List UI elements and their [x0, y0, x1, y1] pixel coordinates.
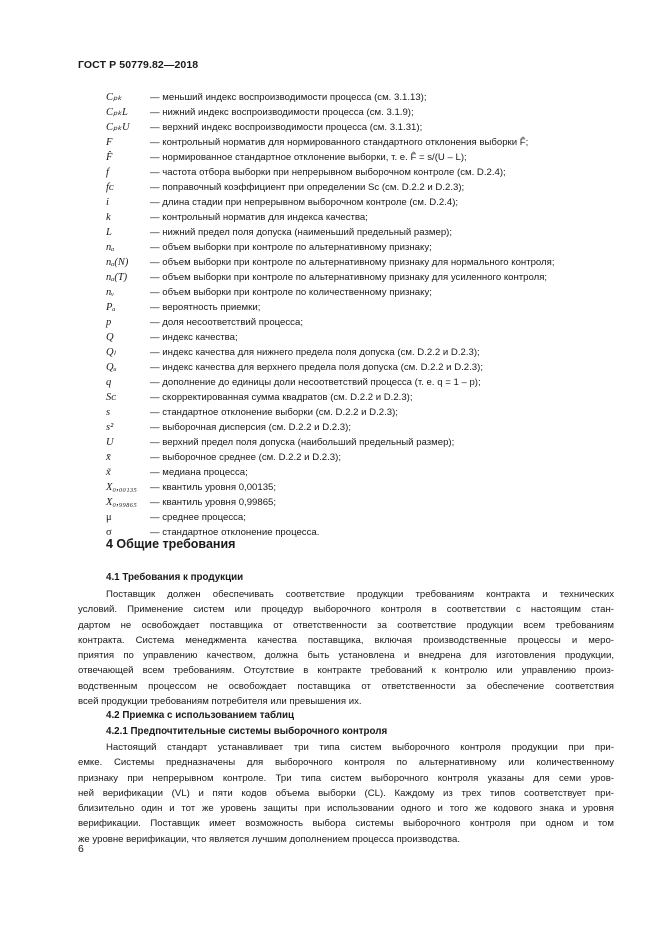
symbol-row — [106, 480, 626, 495]
document-header: ГОСТ Р 50779.82—2018 — [78, 59, 199, 71]
symbol-row — [106, 120, 626, 135]
paragraph-line: контракта. Система менеджмента качества поставщика, включая производственные процессы и меро- — [78, 634, 614, 646]
symbol-row — [106, 90, 626, 105]
symbol-definition: — квантиль уровня 0,00135; — [150, 482, 277, 493]
symbol-row — [106, 210, 626, 225]
section-4-title: 4 Общие требования — [106, 537, 236, 551]
symbol-definition: — объем выборки при контроле по альтернативному признаку; — [150, 242, 432, 253]
symbol-definition: — нижний индекс воспроизводимости процесса (см. 3.1.9); — [150, 107, 414, 118]
section-4-2-1-body — [78, 740, 614, 847]
symbol-row — [106, 390, 626, 405]
symbol-definition: — поправочный коэффициент при определении Sᴄ (см. D.2.2 и D.2.3); — [150, 182, 465, 193]
symbol: s² — [106, 422, 114, 433]
symbol: fᴄ — [106, 182, 114, 193]
symbol-definition: — контрольный норматив для нормированного стандартного отклонения выборки F̂; — [150, 137, 529, 148]
symbol: q — [106, 377, 112, 388]
symbol-row — [106, 345, 626, 360]
paragraph-line: дартом не освобождает поставщика от ответственности за соответствие продукции всем требованиям — [78, 619, 614, 631]
section-4-2-1-title: 4.2.1 Предпочтительные системы выборочного контроля — [106, 726, 388, 737]
symbol-row — [106, 510, 626, 525]
symbol-row — [106, 180, 626, 195]
symbol: X₀,₉₉₈₆₅ — [106, 497, 137, 508]
symbol: x̄ — [106, 452, 111, 463]
symbol: nₐ(T) — [106, 272, 128, 283]
section-4-2-title: 4.2 Приемка с использованием таблиц — [106, 710, 295, 721]
paragraph-line: отвечающей всем требованиям. Отсутствие в контракте требований к контролю или управлению произ- — [78, 665, 614, 677]
paragraph-line: емке. Системы предназначены для выборочного контроля по альтернативному или количественному — [78, 757, 614, 769]
paragraph-line: признаку при непрерывном контроле. Три типа систем выборочного контроля указаны для семи уров- — [78, 772, 614, 784]
symbol-row — [106, 105, 626, 120]
symbol-definition: — верхний предел поля допуска (наибольший предельный размер); — [150, 437, 455, 448]
symbol: F — [106, 137, 113, 148]
symbol-definition: — стандартное отклонение выборки (см. D.2.2 и D.2.3); — [150, 407, 398, 418]
symbol-definition: — объем выборки при контроле по количественному признаку; — [150, 287, 432, 298]
symbol: Sᴄ — [106, 392, 116, 403]
symbol-row — [106, 300, 626, 315]
symbol-definition: — выборочное среднее (см. D.2.2 и D.2.3); — [150, 452, 341, 463]
symbol-row — [106, 420, 626, 435]
symbol-definition: — объем выборки при контроле по альтернативному признаку для нормального контроля; — [150, 257, 555, 268]
paragraph-line: верификации. Поставщик имеет возможность выбора системы выборочного контроля при одном и том — [78, 818, 614, 830]
symbol: k — [106, 212, 111, 223]
paragraph-line: условий. Применение систем или процедур выборочного контроля в соответствии с настоящим стан- — [78, 604, 614, 616]
symbol-row — [106, 150, 626, 165]
paragraph-line: Поставщик должен обеспечивать соответствие продукции требованиям контракта и технических — [106, 589, 614, 600]
symbol: p — [106, 317, 112, 328]
paragraph-line: Настоящий стандарт устанавливает три типа систем выборочного контроля продукции при при- — [106, 742, 614, 753]
symbol: L — [106, 227, 112, 238]
symbol-definition: — верхний индекс воспроизводимости процесса (см. 3.1.31); — [150, 122, 423, 133]
symbols-list — [106, 90, 626, 540]
symbol-row — [106, 270, 626, 285]
symbol: CₚₖU — [106, 122, 130, 133]
symbol-definition: — индекс качества; — [150, 332, 238, 343]
symbol-row — [106, 135, 626, 150]
symbol-definition: — длина стадии при непрерывном выборочном контроле (см. D.2.4); — [150, 197, 459, 208]
symbol: U — [106, 437, 114, 448]
symbol-definition: — среднее процесса; — [150, 512, 246, 523]
page-number: 6 — [78, 843, 84, 855]
symbol-row — [106, 165, 626, 180]
symbol-definition: — индекс качества для нижнего предела поля допуска (см. D.2.2 и D.2.3); — [150, 347, 480, 358]
symbol: Qₗ — [106, 347, 116, 358]
symbol-row — [106, 465, 626, 480]
symbol-definition: — стандартное отклонение процесса. — [150, 527, 320, 538]
symbol-definition: — частота отбора выборки при непрерывном выборочном контроле (см. D.2.4); — [150, 167, 506, 178]
symbol: nₐ(N) — [106, 257, 129, 268]
symbol-row — [106, 285, 626, 300]
symbol: F̂ — [106, 152, 113, 163]
symbol: x̃ — [106, 467, 111, 478]
symbol-row — [106, 360, 626, 375]
symbol-row — [106, 195, 626, 210]
symbol: Qᵤ — [106, 362, 117, 373]
symbol: Q — [106, 332, 114, 343]
symbol: f — [106, 167, 109, 178]
symbol: σ — [106, 527, 112, 538]
symbol-row — [106, 315, 626, 330]
symbol-definition: — квантиль уровня 0,99865; — [150, 497, 277, 508]
symbol-row — [106, 255, 626, 270]
symbol-row — [106, 435, 626, 450]
symbol-row — [106, 495, 626, 510]
paragraph-line: всей продукции требованиям потребителя или превышения их. — [78, 696, 362, 708]
paragraph-line: водственным процессом не освобождает поставщика от ответственности за обеспечение соответствия — [78, 680, 614, 692]
symbol-definition: — нижний предел поля допуска (наименьший предельный размер); — [150, 227, 453, 238]
symbol: nₐ — [106, 242, 115, 253]
paragraph-line: близительно один и тот же уровень защиты при использовании одного и того же кодового знака и уровня — [78, 803, 614, 815]
paragraph-line: же уровне верификации, что является лучшим дополнением процесса производства. — [78, 833, 460, 845]
symbol: nᵥ — [106, 287, 115, 298]
section-4-1-title: 4.1 Требования к продукции — [106, 572, 244, 583]
paragraph-line: приятия по управлению качеством, должна быть установлена и внедрена для изготовления продукции, — [78, 650, 614, 662]
symbol-definition: — доля несоответствий процесса; — [150, 317, 303, 328]
symbol: Pₐ — [106, 302, 116, 313]
symbol: s — [106, 407, 111, 418]
symbol: Cₚₖ — [106, 92, 122, 103]
paragraph-line: ней верификации (VL) и пяти кодов объема выборки (CL). Каждому из трех типов соответствует при- — [78, 787, 614, 799]
symbol-row — [106, 330, 626, 345]
symbol-definition: — скорректированная сумма квадратов (см. D.2.2 и D.2.3); — [150, 392, 413, 403]
section-4-1-body — [78, 587, 614, 709]
symbol-definition: — выборочная дисперсия (см. D.2.2 и D.2.3); — [150, 422, 352, 433]
symbol-definition: — вероятность приемки; — [150, 302, 261, 313]
symbol-definition: — индекс качества для верхнего предела поля допуска (см. D.2.2 и D.2.3); — [150, 362, 483, 373]
symbol-row — [106, 405, 626, 420]
symbol: X₀,₀₀₁₃₅ — [106, 482, 137, 493]
symbol-definition: — контрольный норматив для индекса качества; — [150, 212, 368, 223]
symbol: CₚₖL — [106, 107, 128, 118]
symbol-row — [106, 375, 626, 390]
symbol-definition: — нормированное стандартное отклонение выборки, т. е. F̂ = s/(U – L); — [150, 152, 467, 163]
symbol-definition: — меньший индекс воспроизводимости процесса (см. 3.1.13); — [150, 92, 427, 103]
symbol-definition: — дополнение до единицы доли несоответствий процесса (т. е. q = 1 – p); — [150, 377, 481, 388]
symbol: i — [106, 197, 109, 208]
symbol-definition: — объем выборки при контроле по альтернативному признаку для усиленного контроля; — [150, 272, 548, 283]
symbol-row — [106, 450, 626, 465]
symbol-definition: — медиана процесса; — [150, 467, 248, 478]
symbol-row — [106, 240, 626, 255]
symbol: μ — [106, 512, 112, 523]
symbol-row — [106, 225, 626, 240]
